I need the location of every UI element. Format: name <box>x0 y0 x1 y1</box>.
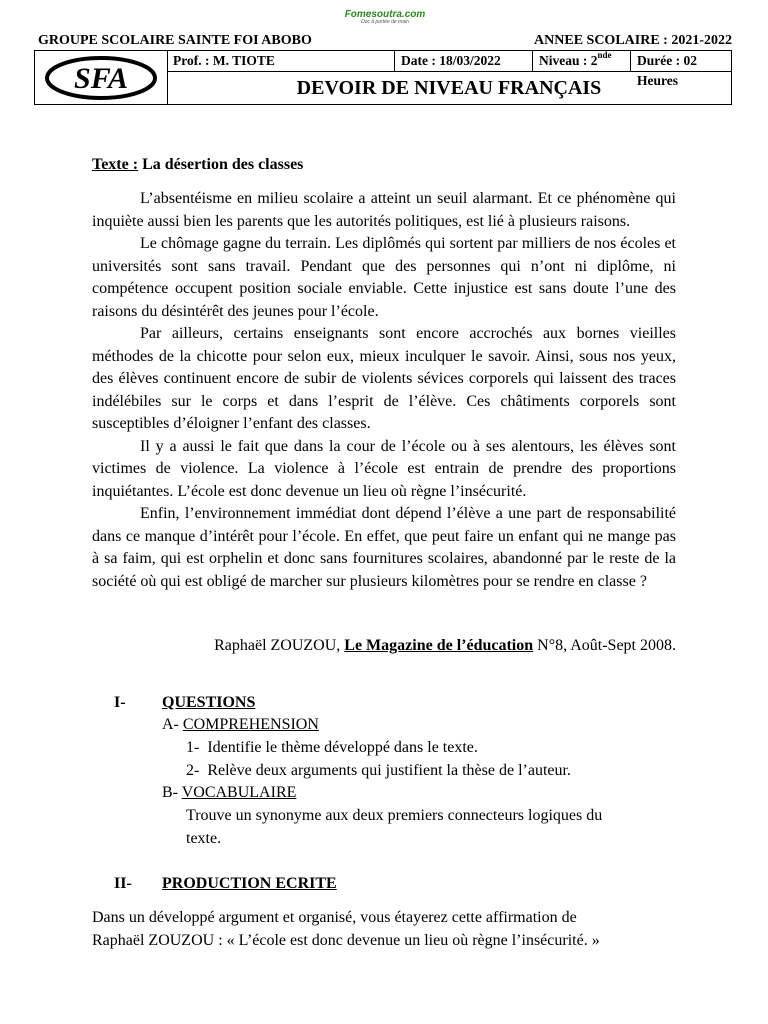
header-box <box>34 50 732 105</box>
subsection-heading: COMPREHENSION <box>182 716 319 733</box>
question-text: Identifie le thème développé dans le texte. <box>207 739 478 756</box>
paragraph: L’absentéisme en milieu scolaire a atteint un seuil alarmant. Et ce phénomène qui inquiète aussi bien les parents que les autorités politiques, est lié à plusieurs raisons. <box>92 190 676 230</box>
subsection-letter: B- <box>162 784 178 801</box>
logo-text: SFA <box>74 61 128 95</box>
subsection-letter: A- <box>162 716 179 733</box>
section-heading: PRODUCTION ECRITE <box>162 875 337 892</box>
production-instruction: Raphaël ZOUZOU : « L’école est donc devenue un lieu où règne l’insécurité. » <box>92 932 600 949</box>
source-details: N°8, Août-Sept 2008. <box>533 637 676 654</box>
duration-cell: Durée : 02 Heures <box>631 51 731 72</box>
level-cell <box>533 51 631 72</box>
section-heading: QUESTIONS <box>162 694 256 711</box>
question-1 <box>186 737 478 760</box>
source-author: Raphaël ZOUZOU, <box>214 637 345 654</box>
paragraph: Il y a aussi le fait que dans la cour de l’école ou à ses alentours, les élèves sont victimes de violence. La violence à l’école est entrain de prendre des proportions inquiétantes. L’école est donc devenue un lieu où règne l’insécurité. <box>92 437 676 500</box>
vocab-question-line: Trouve un synonyme aux deux premiers connecteurs logiques du <box>186 807 603 824</box>
school-logo <box>35 51 168 104</box>
school-year: ANNEE SCOLAIRE : 2021-2022 <box>534 33 732 48</box>
text-title-value: La désertion des classes <box>138 156 304 173</box>
text-title <box>92 156 303 174</box>
watermark-brand: Fomesoutra.com <box>344 9 426 20</box>
page-title: DEVOIR DE NIVEAU FRANÇAIS <box>296 77 602 99</box>
level-text: Niveau : 2 <box>539 53 598 68</box>
production-instruction: Dans un développé argument et organisé, vous étayerez cette affirmation de <box>92 909 577 926</box>
school-logo-icon <box>42 55 160 101</box>
vocab-question-line: texte. <box>186 830 222 847</box>
school-name: GROUPE SCOLAIRE SAINTE FOI ABOBO <box>38 33 312 48</box>
question-2 <box>186 760 571 783</box>
watermark-tagline: Doc à portée de main <box>361 19 409 25</box>
date-cell: Date : 18/03/2022 <box>395 51 533 72</box>
source-magazine: Le Magazine de l’éducation <box>344 637 534 654</box>
level-sup: nde <box>597 50 612 60</box>
watermark <box>330 9 440 25</box>
text-label: Texte : <box>92 156 139 173</box>
subsection-heading: VOCABULAIRE <box>181 784 297 801</box>
question-number: 1- <box>186 739 200 756</box>
question-text: Relève deux arguments qui justifient la thèse de l’auteur. <box>207 762 571 779</box>
teacher-cell: Prof. : M. TIOTE <box>167 51 395 72</box>
subsection-a <box>162 714 319 737</box>
section-number: I- <box>114 694 126 711</box>
section-number: II- <box>114 875 132 892</box>
subsection-b <box>162 782 296 805</box>
paragraph: Le chômage gagne du terrain. Les diplômés qui sortent par milliers de nos écoles et universités sont sans travail. Pendant que des personnes qui n’ont ni diplôme, ni compétence occupent position sociale enviable. Cette injustice est sans doute l’une des raisons du désintérêt des jeunes pour l’école. <box>92 235 676 320</box>
text-source <box>92 637 676 655</box>
text-body <box>92 188 676 593</box>
paragraph: Enfin, l’environnement immédiat dont dépend l’élève a une part de responsabilité dans ce manque d’intérêt pour l’école. En effet, que peut faire un enfant qui ne mange pas à sa faim, qui est orphelin et donc sans fournitures scolaires, abandonné par le reste de la société où qui est obligé de marcher sur plusieurs kilomètres pour se rendre en classe ? <box>92 505 676 590</box>
paragraph: Par ailleurs, certains enseignants sont encore accrochés aux bornes vieilles méthodes de la chicotte pour selon eux, mieux inculquer le savoir. Ainsi, sous nos yeux, des élèves continuent encore de subir de violents sévices corporels qui laissent des traces indélébiles sur le corps et dans l’esprit de l’élève. Ces châtiments corporels sont susceptibles d’éloigner l’enfant des classes. <box>92 325 676 432</box>
question-number: 2- <box>186 762 200 779</box>
